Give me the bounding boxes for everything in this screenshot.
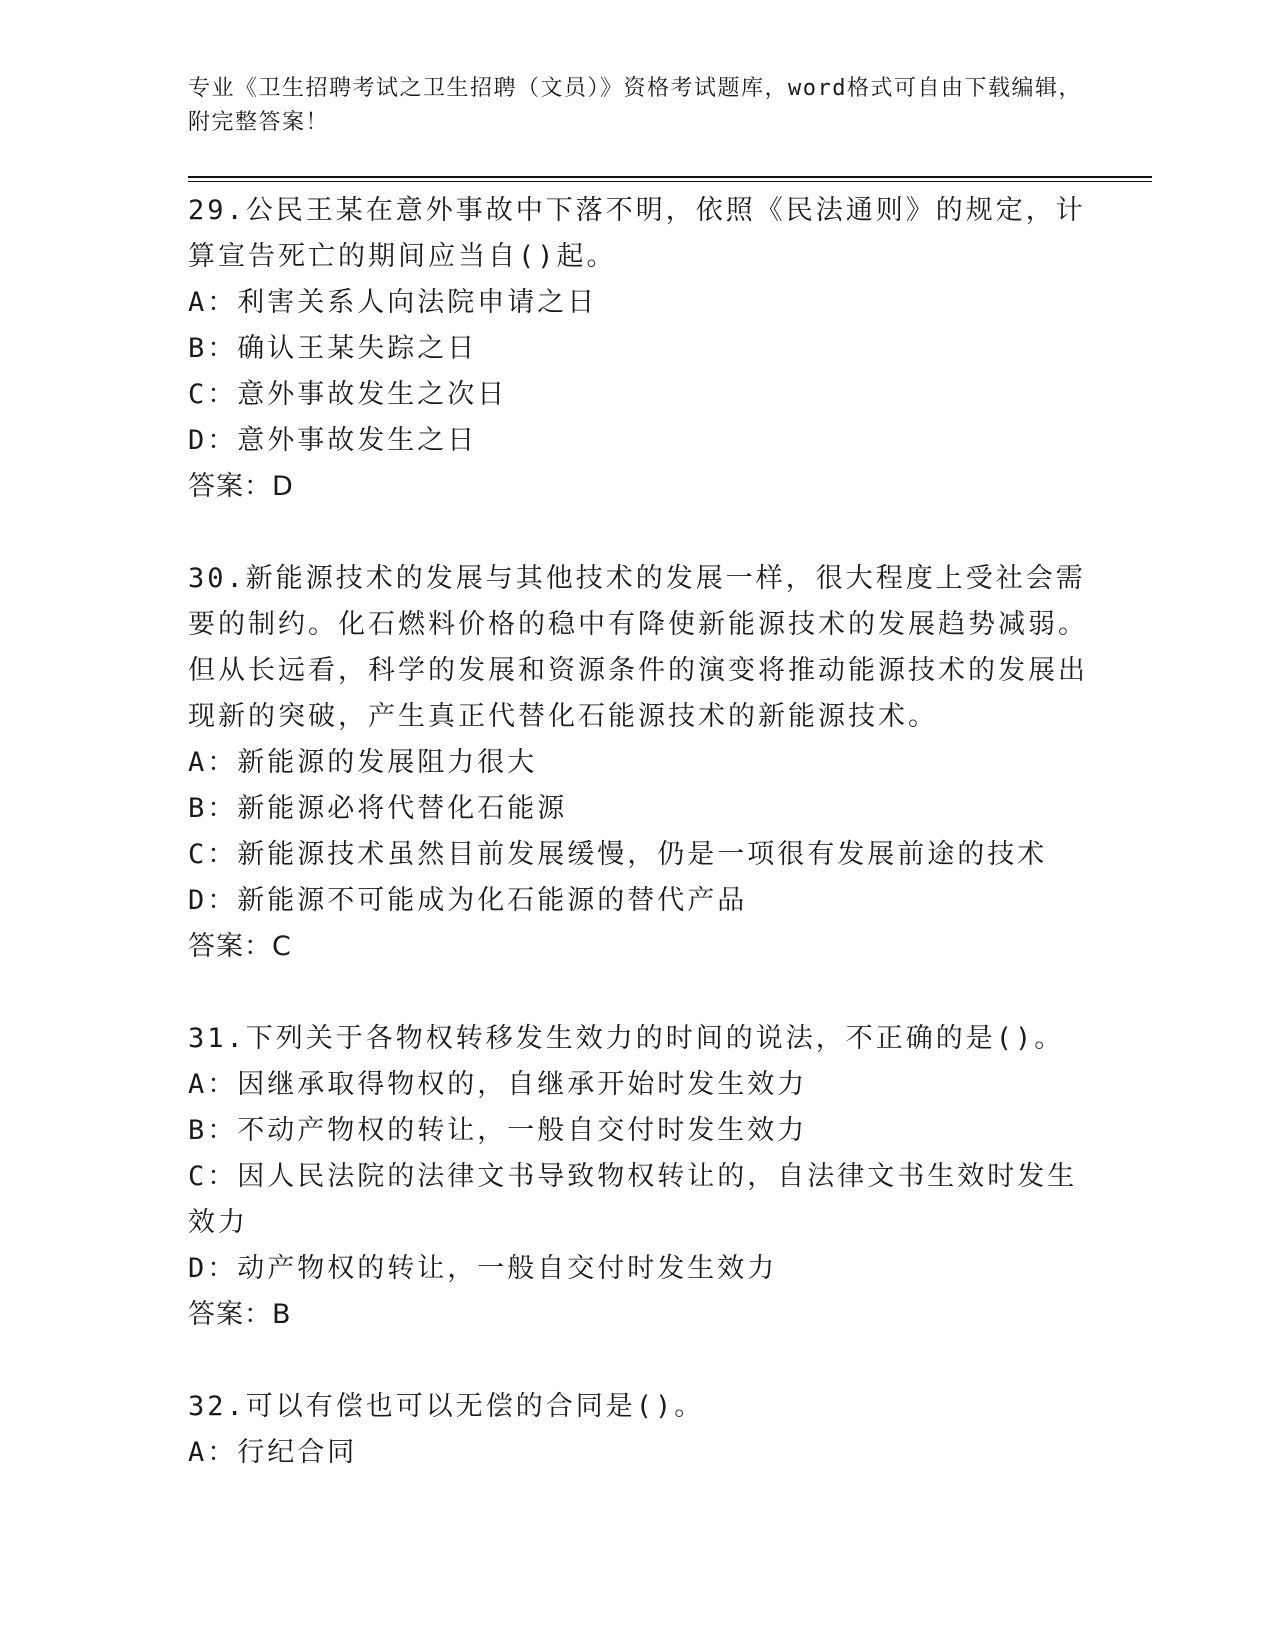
question-stem: 29.公民王某在意外事故中下落不明，依照《民法通则》的规定，计算宣告死亡的期间应当自()起。 <box>188 195 1086 272</box>
question-list <box>188 188 1088 1522</box>
question-stem: 30.新能源技术的发展与其他技术的发展一样，很大程度上受社会需要的制约。化石燃料价格的稳中有降使新能源技术的发展趋势减弱。但从长远看，科学的发展和资源条件的演变将推动能源技术的发展出现新的突破，产生真正代替化石能源技术的新能源技术。 <box>188 563 1088 732</box>
option-d: D：动产物权的转让，一般自交付时发生效力 <box>188 1253 778 1284</box>
option-d: D：意外事故发生之日 <box>188 425 478 456</box>
header-divider-thick <box>188 176 1152 178</box>
option-b: B：确认王某失踪之日 <box>188 333 478 364</box>
option-c: C：意外事故发生之次日 <box>188 379 508 410</box>
answer-line: 答案：C <box>188 931 292 962</box>
option-d: D：新能源不可能成为化石能源的替代产品 <box>188 885 748 916</box>
option-c: C：因人民法院的法律文书导致物权转让的，自法律文书生效时发生效力 <box>188 1161 1078 1238</box>
option-a: A：新能源的发展阻力很大 <box>188 747 538 778</box>
question-stem: 32.可以有偿也可以无偿的合同是()。 <box>188 1391 705 1422</box>
option-b: B：不动产物权的转让，一般自交付时发生效力 <box>188 1115 808 1146</box>
question-29 <box>188 188 1088 510</box>
answer-line: 答案：B <box>188 1299 292 1330</box>
question-31 <box>188 1016 1088 1338</box>
answer-line: 答案：D <box>188 471 294 502</box>
question-30 <box>188 556 1088 970</box>
question-32 <box>188 1384 1088 1476</box>
option-b: B：新能源必将代替化石能源 <box>188 793 568 824</box>
document-intro: 专业《卫生招聘考试之卫生招聘（文员）》资格考试题库，word格式可自由下载编辑，附完整答案！ <box>188 76 1082 135</box>
option-a: A：利害关系人向法院申请之日 <box>188 287 598 318</box>
header-divider-thin <box>188 181 1152 182</box>
question-stem: 31.下列关于各物权转移发生效力的时间的说法，不正确的是()。 <box>188 1023 1065 1054</box>
option-a: A：因继承取得物权的，自继承开始时发生效力 <box>188 1069 808 1100</box>
option-c: C：新能源技术虽然目前发展缓慢，仍是一项很有发展前途的技术 <box>188 839 1048 870</box>
option-a: A：行纪合同 <box>188 1437 358 1468</box>
